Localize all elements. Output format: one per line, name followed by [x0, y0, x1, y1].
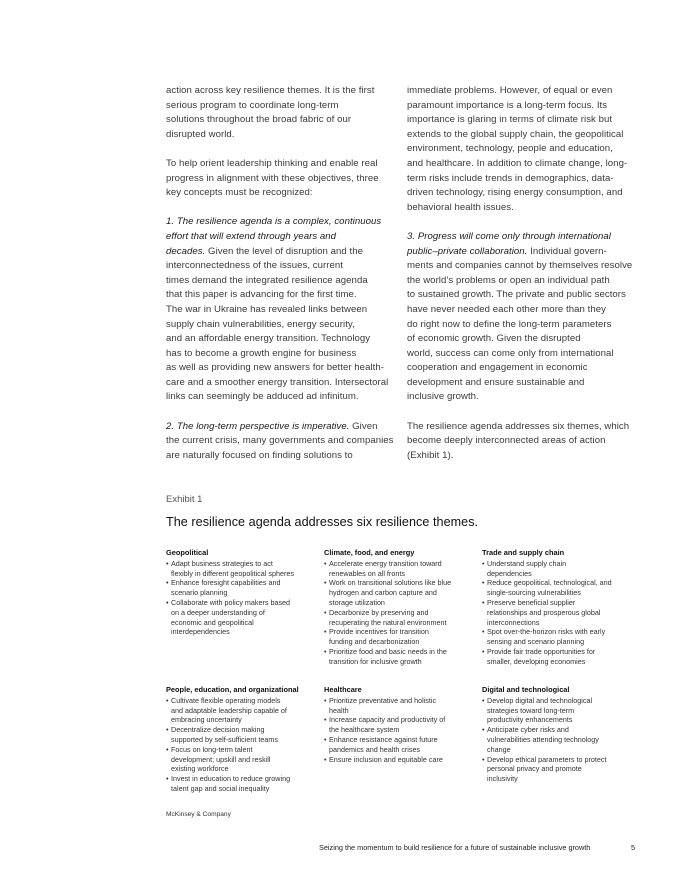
text-line: and an affordable energy transition. Technology	[166, 333, 371, 345]
theme-title: People, education, and organizational	[166, 685, 299, 694]
exhibit-title: The resilience agenda addresses six resilience themes.	[166, 515, 479, 529]
bullet-line: development; upskill and reskill	[171, 754, 271, 764]
bullet-line: inclusivity	[487, 774, 518, 784]
paragraph	[166, 420, 398, 464]
bullet-line: health	[329, 705, 349, 715]
theme-bullet	[324, 608, 479, 628]
theme-list	[324, 559, 479, 667]
text-line: ments and companies cannot by themselves resolve	[407, 260, 633, 272]
emphasis: decades.	[166, 245, 206, 257]
bullet-line: • Adapt business strategies to act	[171, 558, 273, 568]
theme-list	[482, 696, 637, 784]
text-line: progress in alignment with these objectives, three	[166, 172, 379, 184]
text-line: development and ensure sustainable and	[407, 376, 585, 388]
bullet-line: • Increase capacity and productivity of	[329, 715, 446, 725]
bullet-line: personal privacy and promote	[487, 764, 582, 774]
bullet-line: • Cultivate flexible operating models	[171, 695, 281, 705]
theme-bullet	[324, 578, 479, 607]
bullet-line: vulnerabilities attending technology	[487, 734, 599, 744]
text-line: interconnectedness of the issues, current	[166, 260, 343, 272]
bullet-line: supported by self-sufficient teams	[171, 734, 278, 744]
text-line: supply chain vulnerabilities, energy security,	[166, 318, 355, 330]
theme-title: Climate, food, and energy	[324, 548, 415, 557]
bullet-line: economic and geopolitical	[171, 617, 254, 627]
text-line: public–private collaboration. Individual govern-	[407, 245, 607, 257]
theme-list	[166, 696, 321, 794]
theme-bullet	[324, 755, 479, 765]
body-column-left	[166, 84, 398, 478]
source-credit: McKinsey & Company	[166, 811, 231, 818]
bullet-line: • Provide incentives for transition	[329, 627, 429, 637]
theme-bullet	[166, 774, 321, 794]
theme-title: Trade and supply chain	[482, 548, 565, 557]
theme-title: Healthcare	[324, 685, 362, 694]
bullet-line: • Enhance resistance against future	[329, 734, 438, 744]
running-footer: Seizing the momentum to build resilience for a future of sustainable inclusive growth	[319, 843, 591, 852]
theme-bullet	[166, 725, 321, 745]
theme-bullet	[482, 755, 637, 784]
text-line: do right now to define the long-term parameters	[407, 318, 612, 330]
theme-people-education-organizational	[166, 685, 321, 794]
bullet-line: • Develop ethical parameters to protect	[487, 754, 607, 764]
emphasis: effort that will extend through years and	[166, 230, 337, 242]
text-line: immediate problems. However, of equal or even	[407, 85, 613, 96]
text-line: inclusive growth.	[407, 391, 479, 403]
bullet-line: renewables on all fronts	[329, 568, 405, 578]
text-line: (Exhibit 1).	[407, 449, 454, 461]
bullet-line: • Preserve beneficial supplier	[487, 597, 576, 607]
theme-bullet	[166, 578, 321, 598]
bullet-line: single-sourcing vulnerabilities	[487, 588, 581, 598]
text-line: have never needed each other more than they	[407, 303, 606, 315]
theme-list	[324, 696, 479, 765]
text-line: action across key resilience themes. It is the first	[166, 85, 375, 96]
bullet-line: • Anticipate cyber risks and	[487, 725, 569, 735]
text-line: paramount importance is a long-term focus. Its	[407, 99, 608, 111]
text-line: as well as providing new answers for better health-	[166, 362, 384, 374]
text-line: that this paper is advancing for the first time.	[166, 289, 357, 301]
text-line: of economic growth. Given the disrupted	[407, 333, 581, 345]
bullet-line: interdependencies	[171, 627, 230, 637]
text-line: and healthcare. In addition to climate change, long-	[407, 157, 628, 169]
bullet-line: • Ensure inclusion and equitable care	[329, 754, 443, 764]
emphasis: 2. The long-term perspective is imperative.	[166, 420, 350, 432]
theme-climate-food-energy	[324, 548, 479, 667]
text-line: has to become a growth engine for business	[166, 347, 357, 359]
bullet-line: • Work on transitional solutions like blue	[329, 578, 452, 588]
text-line: times demand the integrated resilience agenda	[166, 274, 368, 286]
theme-list	[482, 559, 637, 667]
theme-bullet	[324, 647, 479, 667]
theme-title: Digital and technological	[482, 685, 570, 694]
text-line: the current crisis, many governments and companies	[166, 435, 394, 447]
bullet-line: • Enhance foresight capabilities and	[171, 578, 281, 588]
bullet-line: • Accelerate energy transition toward	[329, 558, 442, 568]
bullet-line: • Provide fair trade opportunities for	[487, 646, 596, 656]
theme-bullet	[324, 735, 479, 755]
emphasis: 1. The resilience agenda is a complex, continuous	[166, 216, 382, 228]
text-line: importance is glaring in terms of climate risk but	[407, 114, 613, 126]
bullet-line: • Reduce geopolitical, technological, and	[487, 578, 612, 588]
bullet-line: talent gap and social inequality	[171, 783, 270, 793]
text-line: become deeply interconnected areas of action	[407, 435, 606, 447]
bullet-line: hydrogen and carbon capture and	[329, 588, 437, 598]
bullet-line: existing workforce	[171, 764, 229, 774]
bullet-line: strategies toward long-term	[487, 705, 575, 715]
body-column-right	[407, 84, 639, 478]
bullet-line: flexibly in different geopolitical spheres	[171, 568, 294, 578]
bullet-line: • Focus on long-term talent	[171, 744, 253, 754]
bullet-line: relationships and prosperous global	[487, 607, 601, 617]
text-line: disrupted world.	[166, 128, 235, 140]
paragraph	[407, 230, 639, 405]
bullet-line: storage utilization	[329, 597, 385, 607]
bullet-line: scenario planning	[171, 588, 228, 598]
theme-bullet	[166, 696, 321, 725]
theme-bullet	[324, 559, 479, 579]
text-line: The war in Ukraine has revealed links between	[166, 303, 368, 315]
paragraph	[166, 157, 398, 201]
theme-geopolitical	[166, 548, 321, 637]
bullet-line: smaller, developing economies	[487, 656, 586, 666]
theme-bullet	[166, 559, 321, 579]
theme-list	[166, 559, 321, 637]
theme-healthcare	[324, 685, 479, 764]
page-number: 5	[631, 843, 636, 852]
bullet-line: • Invest in education to reduce growing	[171, 774, 291, 784]
bullet-line: interconnections	[487, 617, 540, 627]
bullet-line: • Prioritize preventative and holistic	[329, 695, 437, 705]
paragraph	[407, 420, 639, 464]
text-line: driven technology, rising energy consumption, and	[407, 187, 623, 199]
text-line: the world’s problems or open an individual path	[407, 274, 610, 286]
bullet-line: sensing and scenario planning	[487, 637, 585, 647]
bullet-line: and adaptable leadership capable of	[171, 705, 287, 715]
theme-bullet	[324, 696, 479, 716]
text-line: 2. The long-term perspective is imperative. Given	[166, 420, 378, 432]
bullet-line: embracing uncertainty	[171, 715, 242, 725]
text-line: term risks include trends in demographics, data-	[407, 172, 614, 184]
theme-bullet	[482, 627, 637, 647]
text-line	[166, 215, 398, 230]
bullet-line: on a deeper understanding of	[171, 607, 265, 617]
bullet-line: dependencies	[487, 568, 532, 578]
exhibit-label: Exhibit 1	[166, 494, 203, 505]
text-line	[407, 230, 639, 245]
emphasis: 3. Progress will come only through international	[407, 230, 611, 242]
theme-trade-supply-chain	[482, 548, 637, 667]
text-line: care and a smoother energy transition. Intersectoral	[166, 376, 389, 388]
bullet-line: • Develop digital and technological	[487, 695, 593, 705]
text-line: to sustained growth. The private and public sectors	[407, 289, 626, 301]
theme-bullet	[482, 647, 637, 667]
text-line: serious program to coordinate long-term	[166, 99, 339, 111]
text-line: environment, technology, people and education,	[407, 143, 613, 155]
text-line: are naturally focused on finding solutions to	[166, 449, 353, 461]
theme-title: Geopolitical	[166, 548, 209, 557]
bullet-line: the healthcare system	[329, 725, 400, 735]
text-line: The resilience agenda addresses six themes, which	[407, 420, 630, 432]
text-line: behavioral health issues.	[407, 201, 514, 213]
theme-bullet	[482, 559, 637, 579]
text-line: To help orient leadership thinking and enable real	[166, 157, 378, 169]
bullet-line: productivity enhancements	[487, 715, 573, 725]
text-line: key concepts must be recognized:	[166, 187, 313, 199]
theme-bullet	[166, 598, 321, 637]
text-line: cooperation and engagement in economic	[407, 362, 588, 374]
theme-bullet	[482, 696, 637, 725]
bullet-line: • Decarbonize by preserving and	[329, 607, 429, 617]
text-line: extends to the global supply chain, the geopolitical	[407, 128, 624, 140]
text-line: links can seemingly be adduced ad infinitum.	[166, 391, 359, 403]
bullet-line: recuperating the natural environment	[329, 617, 447, 627]
theme-bullet	[324, 715, 479, 735]
bullet-line: funding and decarbonization	[329, 637, 420, 647]
emphasis: public–private collaboration.	[407, 245, 528, 257]
bullet-line: • Spot over-the-horizon risks with early	[487, 627, 606, 637]
text-line	[166, 230, 398, 245]
bullet-line: transition for inclusive growth	[329, 656, 422, 666]
text-line: solutions throughout the broad fabric of our	[166, 114, 352, 126]
paragraph	[166, 215, 398, 405]
paragraph	[166, 84, 398, 142]
text-line: decades. Given the level of disruption and the	[166, 245, 363, 257]
theme-bullet	[166, 745, 321, 774]
text-line: world, success can come only from international	[407, 347, 614, 359]
bullet-line: • Decentralize decision making	[171, 725, 265, 735]
theme-bullet	[482, 725, 637, 754]
bullet-line: • Collaborate with policy makers based	[171, 597, 291, 607]
theme-bullet	[482, 598, 637, 627]
theme-bullet	[324, 627, 479, 647]
paragraph	[407, 84, 639, 215]
bullet-line: • Prioritize food and basic needs in the	[329, 646, 447, 656]
bullet-line: pandemics and health crises	[329, 744, 421, 754]
bullet-line: • Understand supply chain	[487, 558, 567, 568]
theme-digital-technological	[482, 685, 637, 784]
bullet-line: change	[487, 744, 511, 754]
theme-bullet	[482, 578, 637, 598]
